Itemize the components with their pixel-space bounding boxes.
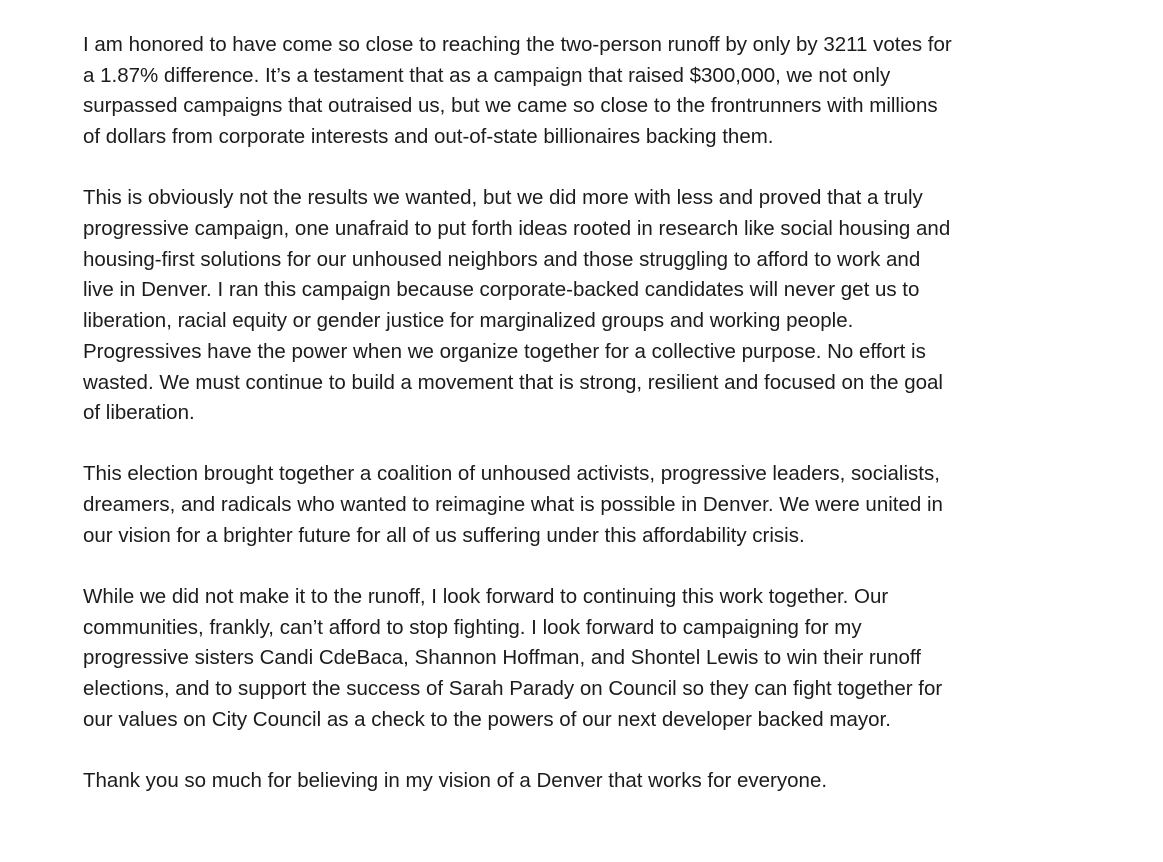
paragraph-progressive-campaign: This is obviously not the results we wanted, but we did more with less and proved that a truly progressive campaign, one unafraid to put forth ideas rooted in research like social housing and housing-first solutions for our unhoused neighbors and those struggling to afford to work and live in Denver. I ran this campaign because corporate-backed candidates will never get us to liberation, racial equity or gender justice for marginalized groups and working people. Progressives have the power when we organize together for a collective purpose. No effort is wasted. We must continue to build a movement that is strong, resilient and focused on the goal of liberation. [83, 186, 951, 425]
paragraph-thank-you: Thank you so much for believing in my vision of a Denver that works for everyone. [83, 769, 828, 793]
paragraph-looking-forward: While we did not make it to the runoff, I look forward to continuing this work together. Our communities, frankly, can’t afford to stop fighting. I look forward to campaigning for my progressive sisters Candi CdeBaca, Shannon Hoffman, and Shontel Lewis to win their runoff elections, and to support the success of Sarah Parady on Council so they can fight together for our values on City Council as a check to the powers of our next developer backed mayor. [83, 585, 943, 731]
paragraph-coalition: This election brought together a coalition of unhoused activists, progressive leaders, socialists, dreamers, and radicals who wanted to reimagine what is possible in Denver. We were united in our vision for a brighter future for all of us suffering under this affordability crisis. [83, 462, 943, 547]
statement-document [83, 30, 1083, 797]
paragraph-runoff-result: I am honored to have come so close to reaching the two-person runoff by only by 3211 votes for a 1.87% difference. It’s a testament that as a campaign that raised $300,000, we not only surpassed campaigns that outraised us, but we came so close to the frontrunners with millions of dollars from corporate interests and out-of-state billionaires backing them. [83, 33, 952, 149]
